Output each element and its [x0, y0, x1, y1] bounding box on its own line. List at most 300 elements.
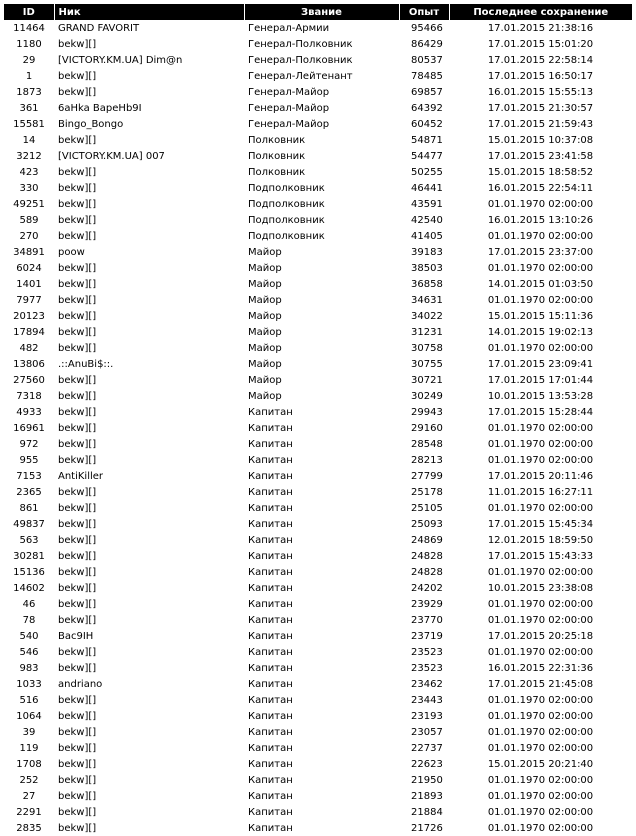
cell-nick: bekw][] — [58, 566, 97, 578]
cell-exp: 41405 — [411, 230, 443, 242]
cell-id: 972 — [19, 438, 39, 450]
cell-rank: Майор — [248, 278, 282, 290]
cell-exp: 25178 — [411, 486, 443, 498]
cell-rank: Майор — [248, 246, 282, 258]
cell-exp: 50255 — [411, 166, 443, 178]
cell-rank: Капитан — [248, 470, 293, 482]
ranking-table — [4, 4, 632, 836]
cell-id: 34891 — [13, 246, 45, 258]
cell-exp: 30755 — [411, 358, 443, 370]
cell-exp: 54871 — [411, 134, 443, 146]
cell-last-save: 17.01.2015 15:28:44 — [487, 406, 594, 418]
cell-id: 516 — [19, 694, 39, 706]
cell-id: 29 — [22, 54, 36, 66]
cell-nick: bekw][] — [58, 774, 97, 786]
cell-nick: bekw][] — [58, 134, 97, 146]
table-row — [4, 788, 632, 804]
cell-exp: 64392 — [411, 102, 443, 114]
table-row — [4, 484, 632, 500]
cell-rank: Капитан — [248, 790, 293, 802]
cell-id: 7318 — [16, 390, 42, 402]
cell-exp: 29160 — [411, 422, 443, 434]
cell-id: 15581 — [13, 118, 45, 130]
cell-id: 7153 — [16, 470, 42, 482]
cell-rank: Капитан — [248, 806, 293, 818]
cell-id: 30281 — [13, 550, 45, 562]
cell-id: 16961 — [13, 422, 45, 434]
cell-exp: 80537 — [411, 54, 443, 66]
cell-exp: 23719 — [411, 630, 443, 642]
cell-rank: Полковник — [248, 166, 306, 178]
cell-last-save: 01.01.1970 02:00:00 — [487, 294, 594, 306]
table-row — [4, 436, 632, 452]
cell-last-save: 01.01.1970 02:00:00 — [487, 454, 594, 466]
cell-exp: 30249 — [411, 390, 443, 402]
table-row — [4, 564, 632, 580]
cell-exp: 29943 — [411, 406, 443, 418]
table-row — [4, 308, 632, 324]
cell-rank: Капитан — [248, 502, 293, 514]
cell-nick: .::AnuBi$::. — [58, 358, 114, 370]
cell-nick: bekw][] — [58, 310, 97, 322]
cell-rank: Генерал-Майор — [248, 86, 330, 98]
cell-last-save: 01.01.1970 02:00:00 — [487, 422, 594, 434]
cell-last-save: 17.01.2015 15:43:33 — [487, 550, 594, 562]
cell-nick: bekw][] — [58, 374, 97, 386]
cell-rank: Капитан — [248, 454, 293, 466]
cell-nick: bekw][] — [58, 342, 97, 354]
cell-rank: Капитан — [248, 630, 293, 642]
table-row — [4, 532, 632, 548]
cell-id: 1401 — [16, 278, 42, 290]
cell-last-save: 01.01.1970 02:00:00 — [487, 438, 594, 450]
cell-rank: Капитан — [248, 550, 293, 562]
table-row — [4, 820, 632, 836]
cell-last-save: 01.01.1970 02:00:00 — [487, 198, 594, 210]
cell-exp: 31231 — [411, 326, 443, 338]
cell-rank: Майор — [248, 262, 282, 274]
cell-last-save: 17.01.2015 20:11:46 — [487, 470, 594, 482]
cell-nick: bekw][] — [58, 710, 97, 722]
cell-last-save: 17.01.2015 21:45:08 — [487, 678, 594, 690]
cell-nick: bekw][] — [58, 70, 97, 82]
cell-nick: bekw][] — [58, 662, 97, 674]
cell-nick: bekw][] — [58, 262, 97, 274]
cell-nick: bekw][] — [58, 454, 97, 466]
cell-exp: 21893 — [411, 790, 443, 802]
header-row — [4, 4, 632, 20]
cell-last-save: 16.01.2015 13:10:26 — [487, 214, 594, 226]
cell-rank: Генерал-Армии — [248, 22, 330, 34]
table-row — [4, 724, 632, 740]
cell-exp: 43591 — [411, 198, 443, 210]
cell-rank: Капитан — [248, 566, 293, 578]
cell-nick: bekw][] — [58, 790, 97, 802]
cell-rank: Майор — [248, 390, 282, 402]
cell-last-save: 01.01.1970 02:00:00 — [487, 774, 594, 786]
column-header-last-save[interactable]: Последнее сохранение — [449, 4, 632, 20]
cell-nick: AntiKiller — [58, 470, 104, 482]
table-row — [4, 548, 632, 564]
cell-id: 2835 — [16, 822, 42, 834]
cell-id: 589 — [19, 214, 39, 226]
cell-rank: Капитан — [248, 774, 293, 786]
table-row — [4, 148, 632, 164]
cell-nick: bekw][] — [58, 614, 97, 626]
table-row — [4, 420, 632, 436]
cell-exp: 27799 — [411, 470, 443, 482]
cell-rank: Капитан — [248, 534, 293, 546]
cell-nick: bekw][] — [58, 38, 97, 50]
cell-nick: andriano — [58, 678, 103, 690]
cell-exp: 42540 — [411, 214, 443, 226]
table-row — [4, 596, 632, 612]
table-row — [4, 388, 632, 404]
cell-nick: bekw][] — [58, 550, 97, 562]
cell-exp: 46441 — [411, 182, 443, 194]
cell-exp: 21884 — [411, 806, 443, 818]
cell-rank: Капитан — [248, 406, 293, 418]
cell-nick: bekw][] — [58, 230, 97, 242]
cell-last-save: 14.01.2015 19:02:13 — [487, 326, 594, 338]
cell-id: 482 — [19, 342, 39, 354]
cell-id: 1873 — [16, 86, 42, 98]
cell-nick: [VICTORY.KM.UA] Dim@n — [58, 54, 183, 66]
table-row — [4, 324, 632, 340]
cell-exp: 34022 — [411, 310, 443, 322]
cell-rank: Подполковник — [248, 214, 325, 226]
cell-rank: Подполковник — [248, 198, 325, 210]
cell-nick: bekw][] — [58, 806, 97, 818]
cell-id: 2365 — [16, 486, 42, 498]
cell-last-save: 01.01.1970 02:00:00 — [487, 502, 594, 514]
cell-nick: bekw][] — [58, 294, 97, 306]
cell-exp: 30721 — [411, 374, 443, 386]
cell-last-save: 17.01.2015 15:01:20 — [487, 38, 594, 50]
cell-last-save: 01.01.1970 02:00:00 — [487, 262, 594, 274]
cell-rank: Капитан — [248, 662, 293, 674]
cell-last-save: 01.01.1970 02:00:00 — [487, 694, 594, 706]
cell-nick: Bac9IH — [58, 630, 94, 642]
cell-last-save: 17.01.2015 21:30:57 — [487, 102, 594, 114]
cell-rank: Генерал-Лейтенант — [248, 70, 353, 82]
cell-nick: bekw][] — [58, 742, 97, 754]
cell-rank: Майор — [248, 326, 282, 338]
table-row — [4, 20, 632, 36]
cell-id: 1 — [25, 70, 33, 82]
cell-exp: 95466 — [411, 22, 443, 34]
cell-nick: bekw][] — [58, 694, 97, 706]
cell-rank: Капитан — [248, 678, 293, 690]
table-row — [4, 500, 632, 516]
cell-last-save: 01.01.1970 02:00:00 — [487, 598, 594, 610]
column-header-rank[interactable]: Звание — [244, 4, 399, 20]
cell-last-save: 15.01.2015 10:37:08 — [487, 134, 594, 146]
cell-last-save: 15.01.2015 20:21:40 — [487, 758, 594, 770]
cell-exp: 38503 — [411, 262, 443, 274]
cell-rank: Подполковник — [248, 230, 325, 242]
cell-exp: 25105 — [411, 502, 443, 514]
cell-rank: Капитан — [248, 726, 293, 738]
cell-nick: bekw][] — [58, 534, 97, 546]
cell-id: 27 — [22, 790, 36, 802]
table-row — [4, 260, 632, 276]
cell-id: 252 — [19, 774, 39, 786]
cell-last-save: 17.01.2015 21:38:16 — [487, 22, 594, 34]
cell-nick: bekw][] — [58, 438, 97, 450]
cell-nick: poow — [58, 246, 85, 258]
cell-exp: 39183 — [411, 246, 443, 258]
table-row — [4, 516, 632, 532]
cell-last-save: 01.01.1970 02:00:00 — [487, 566, 594, 578]
cell-last-save: 17.01.2015 20:25:18 — [487, 630, 594, 642]
cell-exp: 24202 — [411, 582, 443, 594]
cell-nick: bekw][] — [58, 406, 97, 418]
cell-last-save: 01.01.1970 02:00:00 — [487, 710, 594, 722]
cell-nick: bekw][] — [58, 422, 97, 434]
cell-nick: 6aHka BapeHb9I — [58, 102, 142, 114]
cell-id: 39 — [22, 726, 36, 738]
table-row — [4, 52, 632, 68]
cell-nick: bekw][] — [58, 502, 97, 514]
cell-exp: 54477 — [411, 150, 443, 162]
cell-exp: 22623 — [411, 758, 443, 770]
cell-last-save: 16.01.2015 22:54:11 — [487, 182, 594, 194]
cell-exp: 21726 — [411, 822, 443, 834]
cell-id: 49251 — [13, 198, 45, 210]
cell-exp: 24869 — [411, 534, 443, 546]
cell-rank: Полковник — [248, 150, 306, 162]
cell-exp: 78485 — [411, 70, 443, 82]
table-row — [4, 580, 632, 596]
table-row — [4, 772, 632, 788]
cell-rank: Майор — [248, 294, 282, 306]
column-header-nick[interactable]: Ник — [54, 4, 244, 20]
table-header — [4, 4, 632, 20]
cell-last-save: 01.01.1970 02:00:00 — [487, 822, 594, 834]
cell-exp: 69857 — [411, 86, 443, 98]
table-row — [4, 100, 632, 116]
cell-exp: 60452 — [411, 118, 443, 130]
cell-last-save: 17.01.2015 21:59:43 — [487, 118, 594, 130]
table-row — [4, 196, 632, 212]
table-row — [4, 692, 632, 708]
table-row — [4, 36, 632, 52]
cell-id: 1064 — [16, 710, 42, 722]
cell-id: 361 — [19, 102, 39, 114]
cell-rank: Майор — [248, 358, 282, 370]
cell-nick: bekw][] — [58, 326, 97, 338]
cell-id: 1033 — [16, 678, 42, 690]
cell-last-save: 17.01.2015 22:58:14 — [487, 54, 594, 66]
cell-id: 2291 — [16, 806, 42, 818]
cell-rank: Капитан — [248, 822, 293, 834]
cell-id: 49837 — [13, 518, 45, 530]
cell-nick: bekw][] — [58, 390, 97, 402]
table-row — [4, 372, 632, 388]
cell-id: 27560 — [13, 374, 45, 386]
cell-last-save: 17.01.2015 23:41:58 — [487, 150, 594, 162]
cell-nick: bekw][] — [58, 822, 97, 834]
table-row — [4, 292, 632, 308]
cell-id: 14602 — [13, 582, 45, 594]
cell-exp: 24828 — [411, 566, 443, 578]
cell-id: 563 — [19, 534, 39, 546]
cell-rank: Капитан — [248, 710, 293, 722]
cell-rank: Капитан — [248, 486, 293, 498]
table-row — [4, 84, 632, 100]
cell-exp: 23929 — [411, 598, 443, 610]
table-row — [4, 340, 632, 356]
cell-last-save: 01.01.1970 02:00:00 — [487, 230, 594, 242]
cell-nick: Bingo_Bongo — [58, 118, 124, 130]
cell-id: 270 — [19, 230, 39, 242]
table-row — [4, 708, 632, 724]
cell-last-save: 14.01.2015 01:03:50 — [487, 278, 594, 290]
table-row — [4, 660, 632, 676]
cell-id: 119 — [19, 742, 39, 754]
cell-exp: 25093 — [411, 518, 443, 530]
cell-last-save: 17.01.2015 16:50:17 — [487, 70, 594, 82]
cell-nick: bekw][] — [58, 86, 97, 98]
cell-rank: Подполковник — [248, 182, 325, 194]
cell-nick: bekw][] — [58, 198, 97, 210]
cell-rank: Майор — [248, 374, 282, 386]
table-row — [4, 644, 632, 660]
table-body — [4, 20, 632, 836]
cell-exp: 23523 — [411, 662, 443, 674]
table-row — [4, 756, 632, 772]
cell-last-save: 17.01.2015 17:01:44 — [487, 374, 594, 386]
cell-last-save: 01.01.1970 02:00:00 — [487, 806, 594, 818]
cell-id: 540 — [19, 630, 39, 642]
cell-id: 423 — [19, 166, 39, 178]
cell-id: 330 — [19, 182, 39, 194]
cell-last-save: 01.01.1970 02:00:00 — [487, 342, 594, 354]
cell-exp: 28213 — [411, 454, 443, 466]
cell-id: 1708 — [16, 758, 42, 770]
cell-last-save: 17.01.2015 15:45:34 — [487, 518, 594, 530]
cell-id: 11464 — [13, 22, 45, 34]
cell-id: 20123 — [13, 310, 45, 322]
cell-id: 3212 — [16, 150, 42, 162]
column-header-exp[interactable]: Опыт — [399, 4, 449, 20]
cell-last-save: 01.01.1970 02:00:00 — [487, 790, 594, 802]
table-row — [4, 628, 632, 644]
cell-exp: 86429 — [411, 38, 443, 50]
cell-exp: 21950 — [411, 774, 443, 786]
table-row — [4, 676, 632, 692]
cell-nick: bekw][] — [58, 726, 97, 738]
table-row — [4, 404, 632, 420]
table-row — [4, 68, 632, 84]
cell-nick: bekw][] — [58, 758, 97, 770]
cell-nick: bekw][] — [58, 598, 97, 610]
cell-id: 6024 — [16, 262, 42, 274]
cell-exp: 24828 — [411, 550, 443, 562]
cell-exp: 28548 — [411, 438, 443, 450]
cell-last-save: 16.01.2015 15:55:13 — [487, 86, 594, 98]
cell-id: 13806 — [13, 358, 45, 370]
cell-id: 14 — [22, 134, 36, 146]
cell-id: 17894 — [13, 326, 45, 338]
cell-last-save: 10.01.2015 13:53:28 — [487, 390, 594, 402]
table-row — [4, 452, 632, 468]
cell-last-save: 15.01.2015 15:11:36 — [487, 310, 594, 322]
cell-last-save: 15.01.2015 18:58:52 — [487, 166, 594, 178]
cell-exp: 23523 — [411, 646, 443, 658]
cell-rank: Капитан — [248, 614, 293, 626]
cell-last-save: 12.01.2015 18:59:50 — [487, 534, 594, 546]
cell-nick: bekw][] — [58, 278, 97, 290]
table-row — [4, 180, 632, 196]
cell-last-save: 01.01.1970 02:00:00 — [487, 614, 594, 626]
cell-rank: Капитан — [248, 518, 293, 530]
cell-last-save: 01.01.1970 02:00:00 — [487, 726, 594, 738]
cell-rank: Капитан — [248, 742, 293, 754]
column-header-id[interactable]: ID — [4, 4, 54, 20]
cell-nick: bekw][] — [58, 518, 97, 530]
table-row — [4, 612, 632, 628]
cell-nick: bekw][] — [58, 582, 97, 594]
table-row — [4, 132, 632, 148]
cell-rank: Генерал-Майор — [248, 118, 330, 130]
cell-last-save: 10.01.2015 23:38:08 — [487, 582, 594, 594]
table-row — [4, 228, 632, 244]
cell-exp: 36858 — [411, 278, 443, 290]
cell-rank: Капитан — [248, 582, 293, 594]
cell-exp: 23443 — [411, 694, 443, 706]
cell-nick: bekw][] — [58, 166, 97, 178]
cell-last-save: 16.01.2015 22:31:36 — [487, 662, 594, 674]
cell-id: 546 — [19, 646, 39, 658]
cell-last-save: 01.01.1970 02:00:00 — [487, 646, 594, 658]
cell-exp: 22737 — [411, 742, 443, 754]
cell-rank: Генерал-Полковник — [248, 38, 353, 50]
cell-last-save: 11.01.2015 16:27:11 — [487, 486, 594, 498]
table-row — [4, 116, 632, 132]
cell-id: 7977 — [16, 294, 42, 306]
table-row — [4, 276, 632, 292]
cell-rank: Капитан — [248, 758, 293, 770]
cell-rank: Генерал-Майор — [248, 102, 330, 114]
table-row — [4, 468, 632, 484]
cell-rank: Полковник — [248, 134, 306, 146]
table-row — [4, 164, 632, 180]
cell-id: 1180 — [16, 38, 42, 50]
cell-id: 955 — [19, 454, 39, 466]
cell-nick: bekw][] — [58, 214, 97, 226]
cell-nick: bekw][] — [58, 646, 97, 658]
cell-exp: 23462 — [411, 678, 443, 690]
table-row — [4, 804, 632, 820]
cell-id: 46 — [22, 598, 36, 610]
cell-rank: Капитан — [248, 598, 293, 610]
cell-rank: Майор — [248, 342, 282, 354]
cell-rank: Капитан — [248, 422, 293, 434]
cell-id: 861 — [19, 502, 39, 514]
cell-nick: GRAND FAVORIT — [58, 22, 140, 34]
ranking-table-container — [4, 4, 632, 836]
cell-exp: 23193 — [411, 710, 443, 722]
cell-id: 15136 — [13, 566, 45, 578]
cell-last-save: 01.01.1970 02:00:00 — [487, 742, 594, 754]
table-row — [4, 212, 632, 228]
cell-exp: 34631 — [411, 294, 443, 306]
cell-rank: Капитан — [248, 438, 293, 450]
cell-exp: 30758 — [411, 342, 443, 354]
cell-exp: 23057 — [411, 726, 443, 738]
